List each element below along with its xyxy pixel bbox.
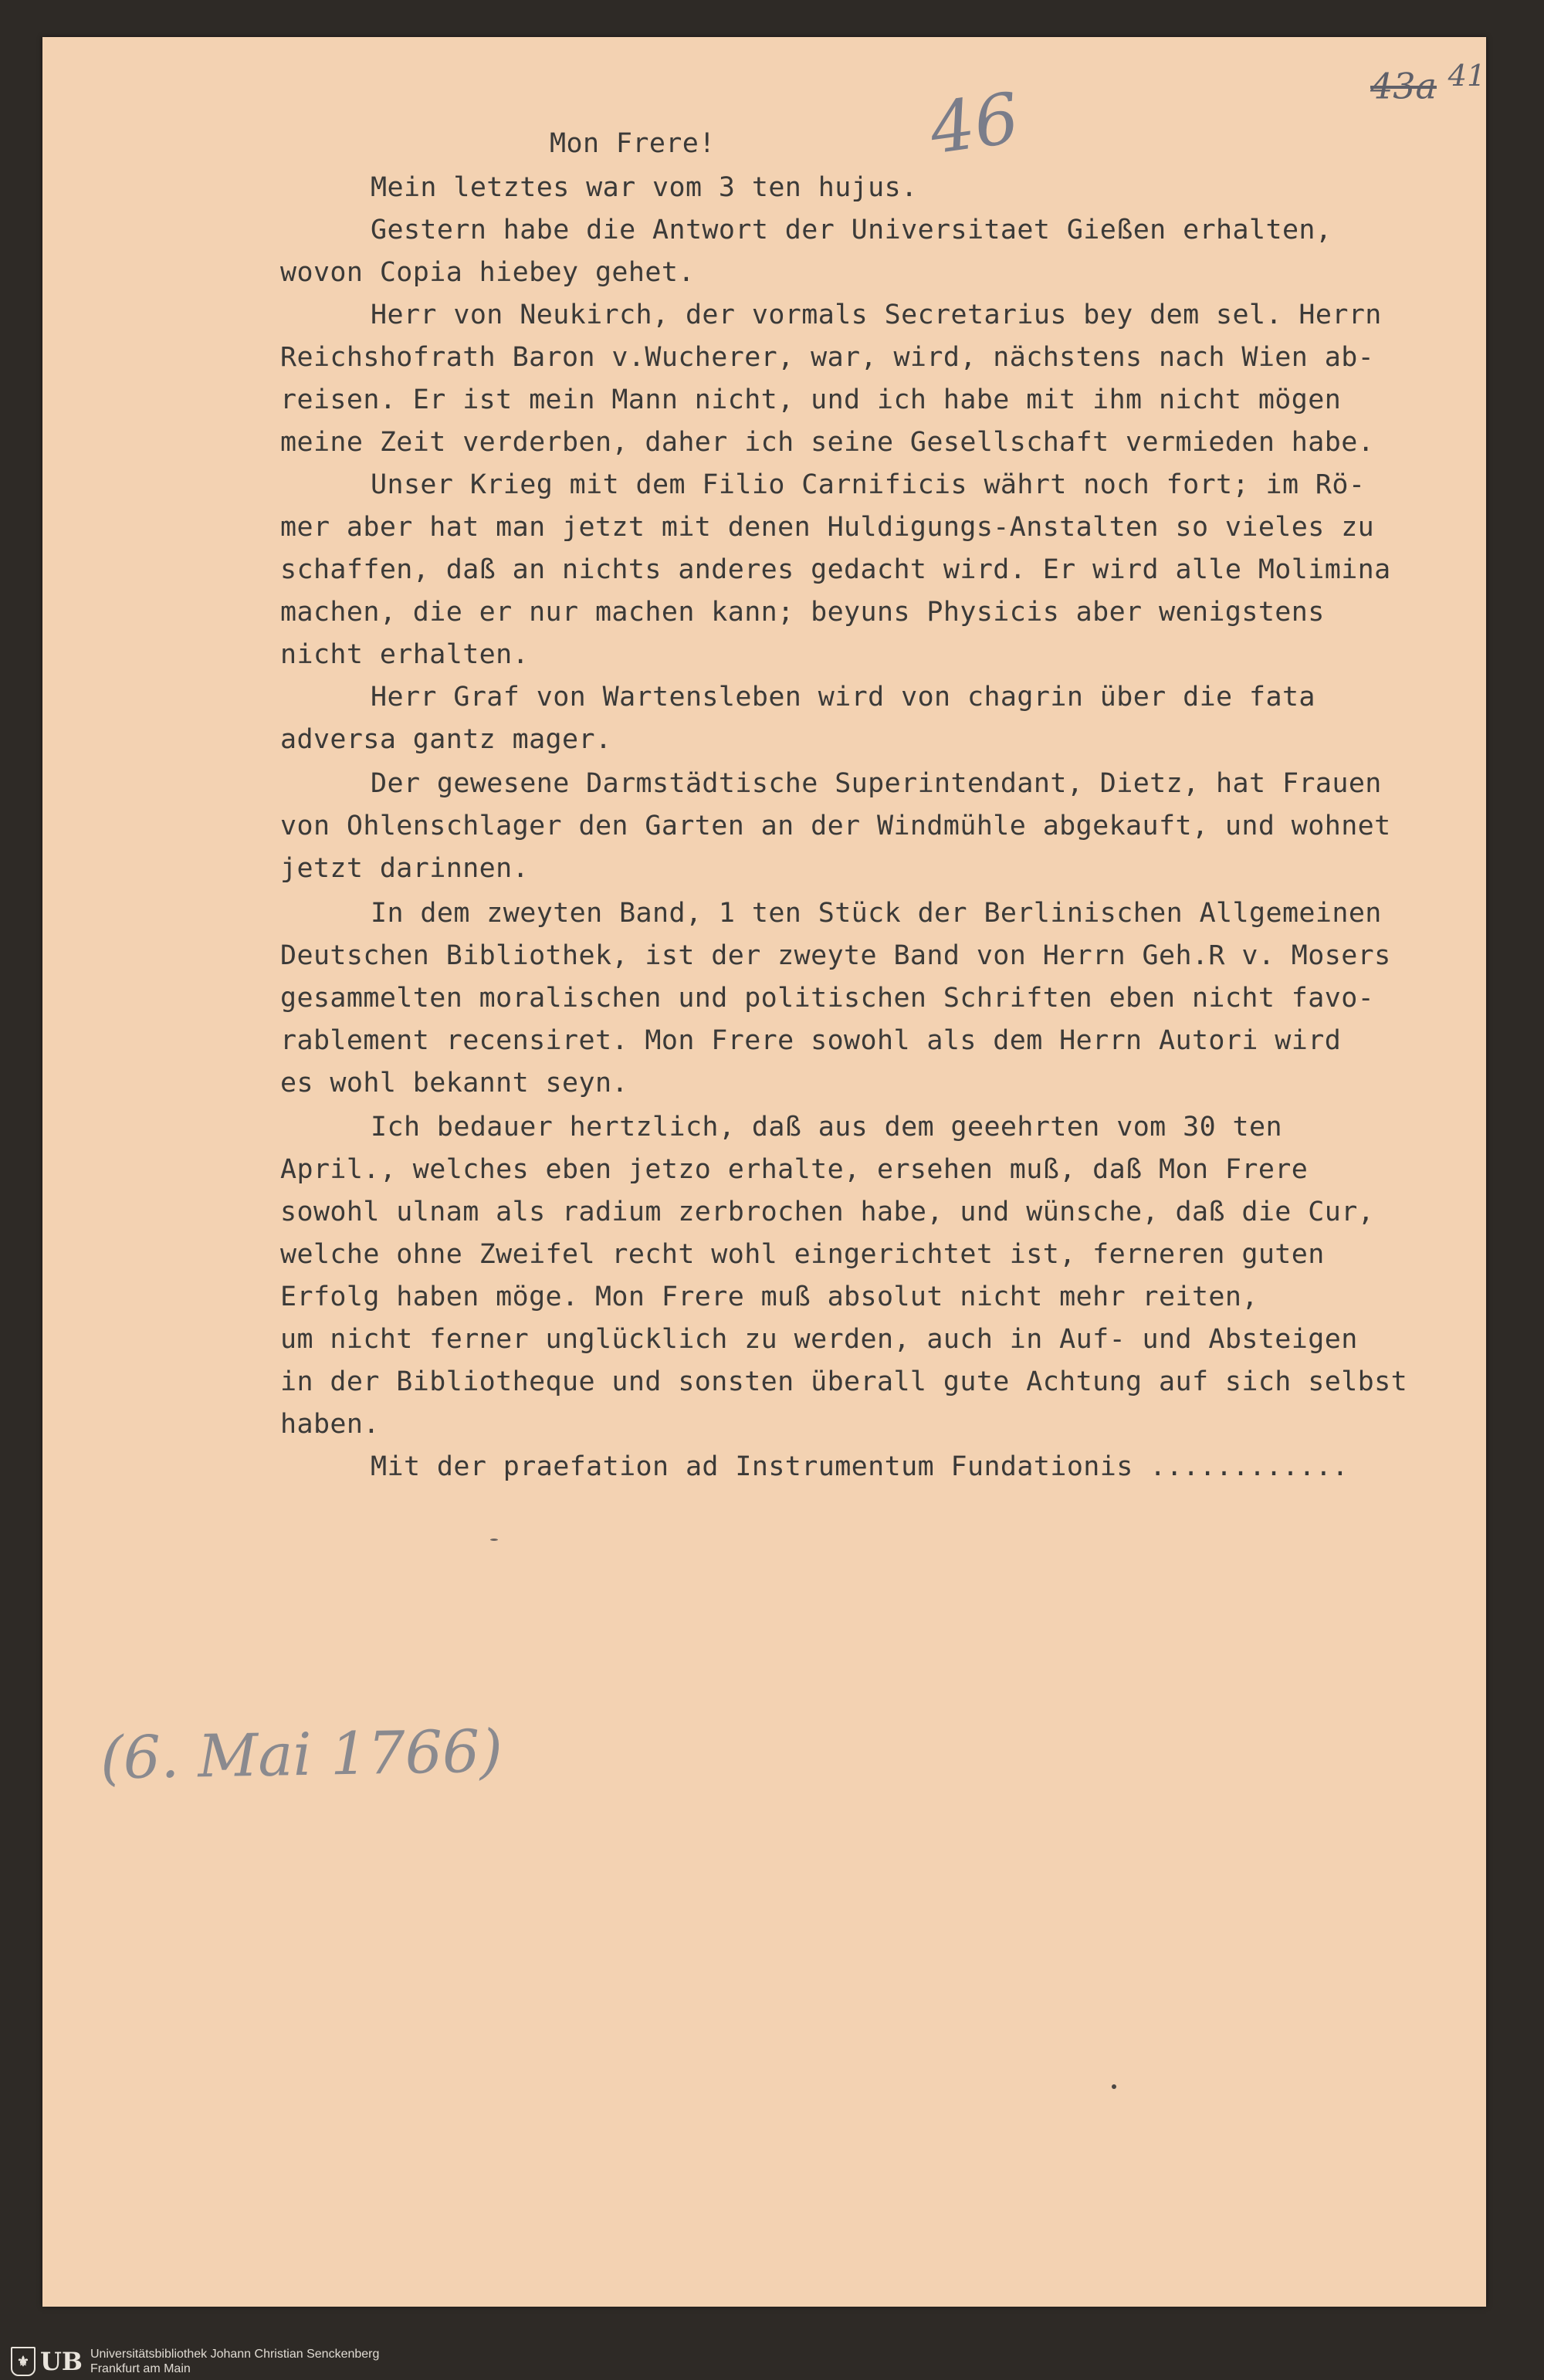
institution-line-2: Frankfurt am Main (90, 2362, 191, 2375)
text-line: April., welches eben jetzo erhalte, ersehen muß, daß Mon Frere (280, 1154, 1309, 1185)
text-line: Ich bedauer hertzlich, daß aus dem geeehrten vom 30 ten (371, 1112, 1282, 1143)
text-line: reisen. Er ist mein Mann nicht, und ich habe mit ihm nicht mögen (280, 384, 1342, 415)
text-line: Mein letztes war vom 3 ten hujus. (371, 172, 918, 203)
shield-icon: ⚜ (11, 2347, 36, 2376)
text-line: schaffen, daß an nichts anderes gedacht wird. Er wird alle Molimina (280, 554, 1391, 585)
text-line: Reichshofrath Baron v.Wucherer, war, wird, nächstens nach Wien ab- (280, 342, 1375, 373)
pencil-date-note: (6. Mai 1766) (100, 1716, 503, 1793)
text-line: gesammelten moralischen und politischen Schriften eben nicht favo- (280, 983, 1375, 1014)
text-line: jetzt darinnen. (280, 853, 530, 884)
text-line: In dem zweyten Band, 1 ten Stück der Berlinischen Allgemeinen (371, 898, 1382, 929)
text-line: Gestern habe die Antwort der Universitaet Gießen erhalten, (371, 215, 1332, 245)
text-line: Unser Krieg mit dem Filio Carnificis währt noch fort; im Rö- (371, 469, 1366, 500)
text-line: adversa gantz mager. (280, 724, 612, 755)
text-line: von Ohlenschlager den Garten an der Windmühle abgekauft, und wohnet (280, 811, 1391, 841)
ub-logo (11, 2347, 83, 2376)
text-line: wovon Copia hiebey gehet. (280, 257, 695, 288)
typed-letter-text (42, 37, 1486, 2307)
text-line: es wohl bekannt seyn. (280, 1068, 628, 1099)
text-line: sowohl ulnam als radium zerbrochen habe, und wünsche, daß die Cur, (280, 1197, 1375, 1227)
folio-old-number: 43a (1370, 65, 1437, 107)
text-line: rablement recensiret. Mon Frere sowohl als dem Herrn Autori wird (280, 1025, 1342, 1056)
text-line: welche ohne Zweifel recht wohl eingerichtet ist, ferneren guten (280, 1239, 1325, 1270)
text-line: Erfolg haben möge. Mon Frere muß absolut nicht mehr reiten, (280, 1281, 1258, 1312)
text-line: haben. (280, 1409, 380, 1440)
institution-name (90, 2347, 379, 2376)
text-line: Mit der praefation ad Instrumentum Fundationis ............ (371, 1451, 1349, 1482)
text-line: mer aber hat man jetzt mit denen Huldigungs-Anstalten so vieles zu (280, 512, 1375, 543)
salutation: Mon Frere! (550, 128, 716, 159)
text-line: nicht erhalten. (280, 639, 530, 670)
text-line: Herr von Neukirch, der vormals Secretarius bey dem sel. Herrn (371, 300, 1382, 330)
text-line: Deutschen Bibliothek, ist der zweyte Band von Herrn Geh.R v. Mosers (280, 940, 1391, 971)
library-footer (0, 2343, 1544, 2380)
ub-logo-text: UB (40, 2347, 83, 2376)
text-line: Der gewesene Darmstädtische Superintendant, Dietz, hat Frauen (371, 768, 1382, 799)
ink-speck (490, 1539, 498, 1541)
text-line: in der Bibliotheque und sonsten überall gute Achtung auf sich selbst (280, 1366, 1408, 1397)
institution-line-1: Universitätsbibliothek Johann Christian Senckenberg (90, 2348, 380, 2361)
text-line: machen, die er nur machen kann; beyuns Physicis aber wenigstens (280, 597, 1325, 628)
text-line: um nicht ferner unglücklich zu werden, auch in Auf- und Absteigen (280, 1324, 1358, 1355)
ink-speck (1112, 2084, 1116, 2089)
pencil-page-number: 46 (925, 77, 1024, 171)
letter-page (42, 37, 1486, 2307)
text-line: meine Zeit verderben, daher ich seine Gesellschaft vermieden habe. (280, 427, 1375, 458)
folio-new-number: 41 (1448, 59, 1486, 93)
text-line: Herr Graf von Wartensleben wird von chagrin über die fata (371, 682, 1315, 713)
